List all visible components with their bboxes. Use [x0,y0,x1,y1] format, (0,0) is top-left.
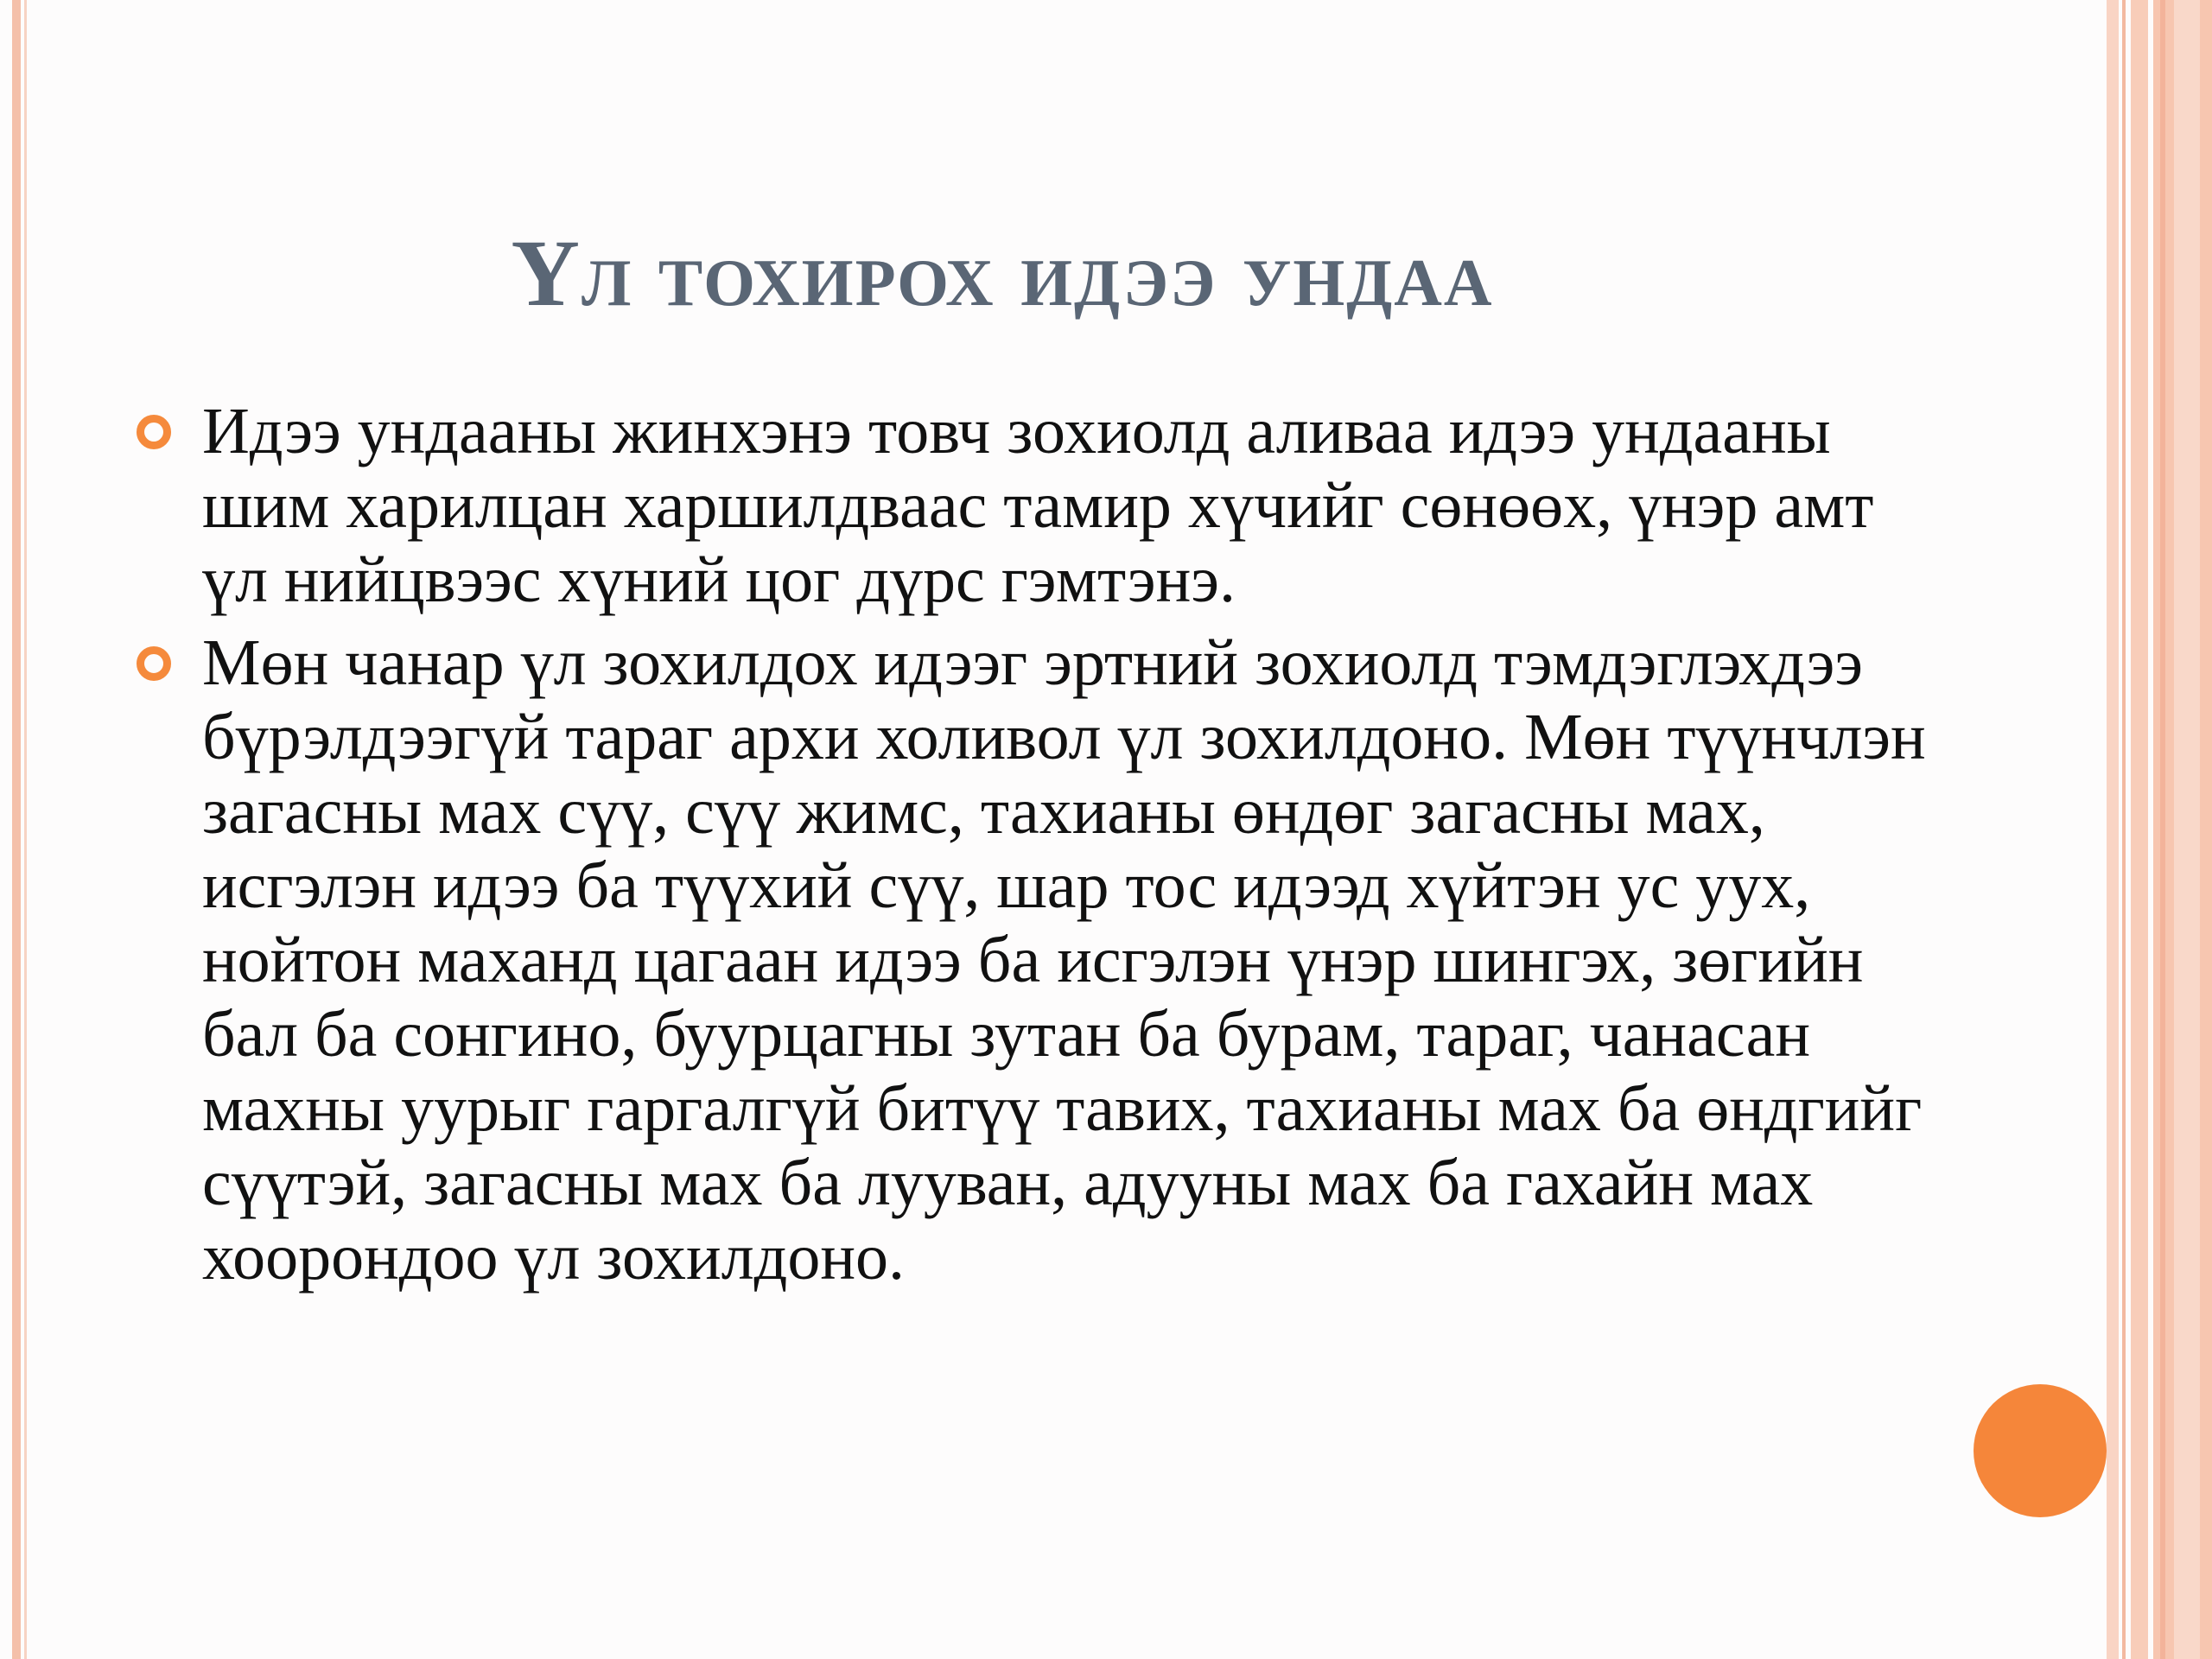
bullet-text: Мөн чанар үл зохилдох идээг эртний зохиолд тэмдэглэхдээ бүрэлдээгүй тараг архи холивол үл зохилдоно. Мөн түүнчлэн загасны мах сүү, сүү жимс, тахианы өндөг загасны мах, исгэлэн идээ ба түүхий сүү, шар тос идээд хүйтэн ус уух, нойтон маханд цагаан идээ ба исгэлэн үнэр шингэх, зөгийн бал ба сонгино, буурцагны зутан ба бурам, тараг, чанасан махны уурыг гаргалгүй битүү тавих, тахианы мах ба өндгийг сүүтэй, загасны мах ба лууван, адууны мах ба гахайн мах хоорондоо үл зохилдоно. [202,626,1926,1294]
left-decorative-stripe [12,0,21,1659]
bullet-list [130,394,1927,1303]
slide-title: Үл тохирох идээ ундаа [511,220,1494,326]
left-decorative-stripe-thin [24,0,27,1659]
right-decorative-stripe [2131,0,2148,1659]
right-decorative-stripe [2107,0,2119,1659]
right-decorative-stripe [2160,0,2165,1659]
right-decorative-stripe [2122,0,2126,1659]
hollow-circle-bullet-icon [137,415,171,449]
right-decorative-stripe [2174,0,2200,1659]
bullet-item [130,394,1927,617]
hollow-circle-bullet-icon [137,646,171,681]
orange-circle-decoration [1974,1384,2107,1517]
bullet-text: Идээ ундааны жинхэнэ товч зохиолд аливаа идээ ундааны шим харилцан харшилдваас тамир хүчийг сөнөөх, үнэр амт үл нийцвээс хүний цог дүрс гэмтэнэ. [202,395,1874,616]
bullet-item [130,626,1927,1294]
